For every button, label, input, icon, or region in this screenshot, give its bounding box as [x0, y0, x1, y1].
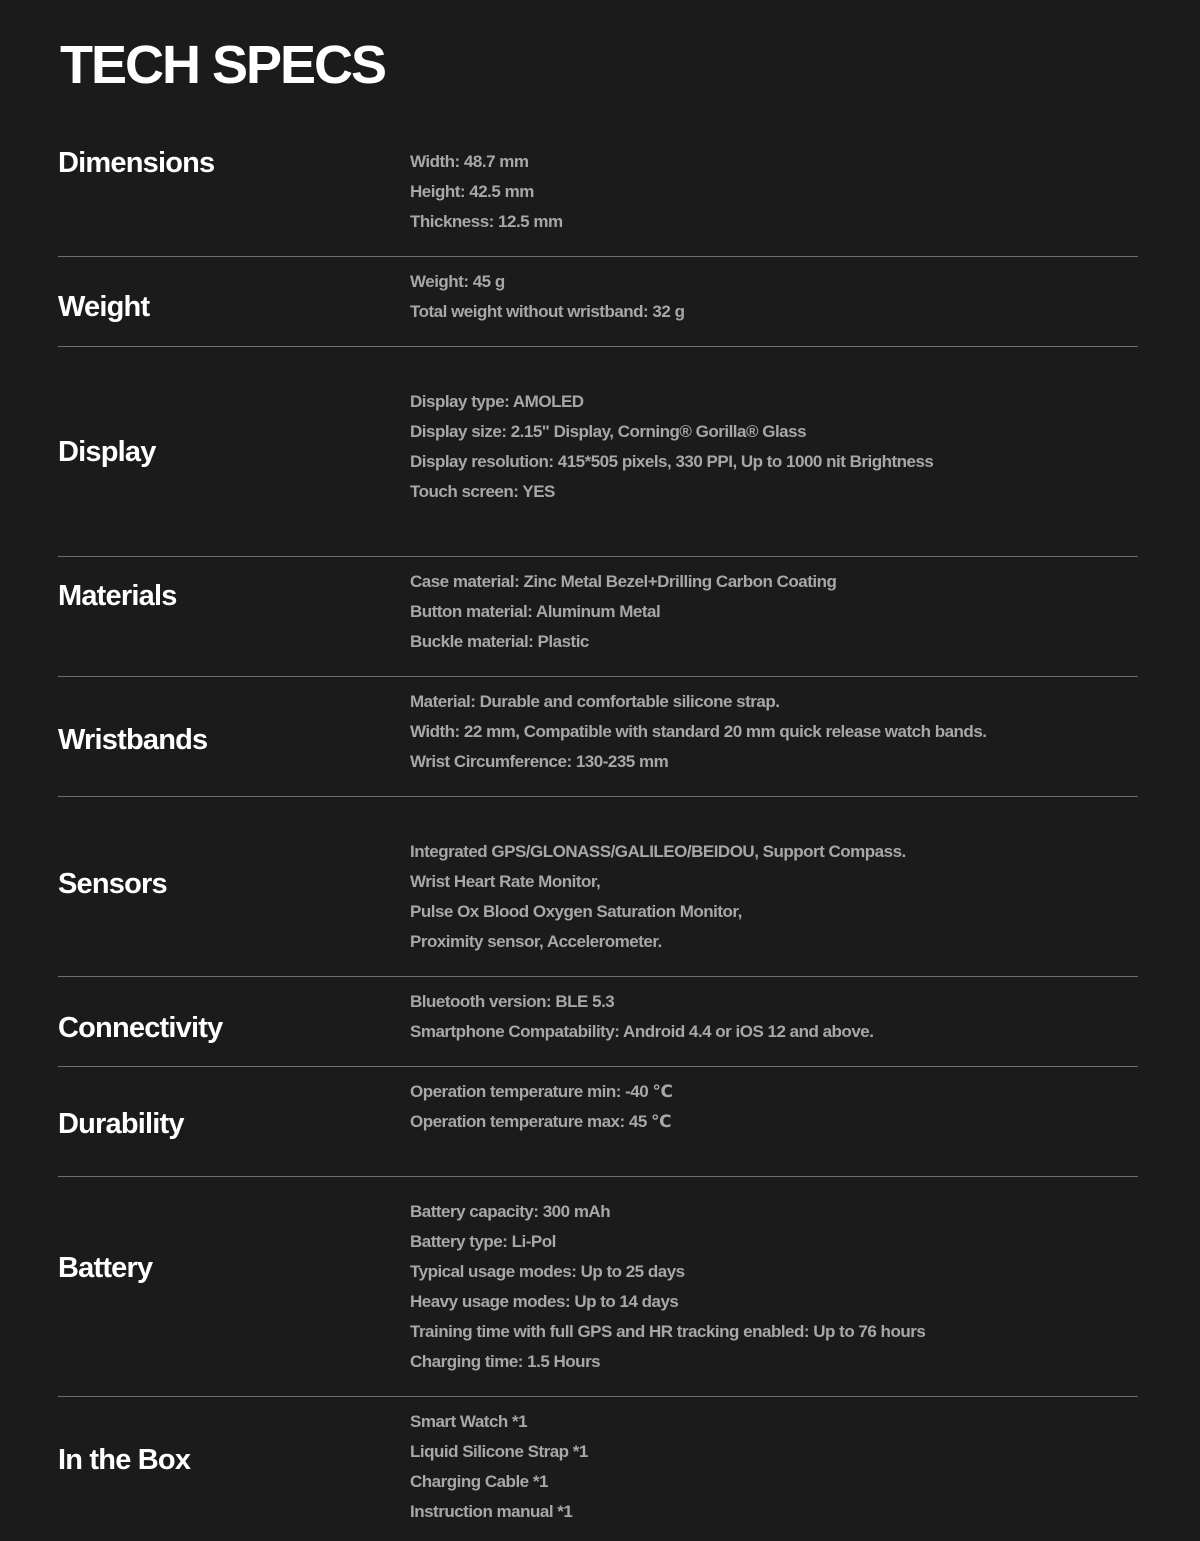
page-title: TECH SPECS — [60, 35, 386, 95]
spec-value: Width: 48.7 mm — [410, 152, 529, 171]
spec-value: Heavy usage modes: Up to 14 days — [410, 1292, 679, 1311]
spec-value: Typical usage modes: Up to 25 days — [410, 1262, 685, 1281]
spec-label-wristbands: Wristbands — [58, 724, 208, 756]
spec-value: Instruction manual *1 — [410, 1502, 573, 1521]
spec-row-durability — [58, 1067, 1138, 1177]
spec-row-in-the-box — [58, 1397, 1138, 1541]
spec-value: Battery capacity: 300 mAh — [410, 1202, 611, 1221]
spec-value: Display type: AMOLED — [410, 392, 584, 411]
spec-value: Material: Durable and comfortable silicone strap. — [410, 692, 780, 711]
spec-value: Display resolution: 415*505 pixels, 330 PPI, Up to 1000 nit Brightness — [410, 452, 934, 471]
spec-label-in-the-box: In the Box — [58, 1444, 191, 1476]
spec-value: Charging time: 1.5 Hours — [410, 1352, 601, 1371]
spec-label-connectivity: Connectivity — [58, 1012, 223, 1044]
spec-value: Button material: Aluminum Metal — [410, 602, 661, 621]
spec-value: Thickness: 12.5 mm — [410, 212, 563, 231]
spec-value: Bluetooth version: BLE 5.3 — [410, 992, 615, 1011]
spec-values-wristbands — [410, 687, 987, 777]
spec-value: Smart Watch *1 — [410, 1412, 528, 1431]
spec-value: Battery type: Li-Pol — [410, 1232, 556, 1251]
spec-values-display — [410, 387, 933, 507]
spec-value: Buckle material: Plastic — [410, 632, 589, 651]
spec-value: Integrated GPS/GLONASS/GALILEO/BEIDOU, Support Compass. — [410, 842, 906, 861]
spec-values-dimensions — [410, 147, 563, 237]
spec-values-weight — [410, 267, 684, 327]
spec-value: Liquid Silicone Strap *1 — [410, 1442, 588, 1461]
spec-values-connectivity — [410, 987, 873, 1047]
spec-values-durability — [410, 1077, 672, 1137]
spec-values-materials — [410, 567, 836, 657]
spec-label-battery: Battery — [58, 1252, 153, 1284]
spec-value: Wrist Circumference: 130-235 mm — [410, 752, 669, 771]
spec-value: Wrist Heart Rate Monitor, — [410, 872, 601, 891]
spec-row-display — [58, 347, 1138, 557]
spec-row-materials — [58, 557, 1138, 677]
spec-value: Pulse Ox Blood Oxygen Saturation Monitor, — [410, 902, 742, 921]
spec-label-sensors: Sensors — [58, 868, 167, 900]
spec-value: Charging Cable *1 — [410, 1472, 548, 1491]
spec-value: Touch screen: YES — [410, 482, 555, 501]
spec-label-dimensions: Dimensions — [58, 147, 215, 179]
spec-label-materials: Materials — [58, 580, 177, 612]
spec-value: Proximity sensor, Accelerometer. — [410, 932, 662, 951]
spec-value: Smartphone Compatability: Android 4.4 or iOS 12 and above. — [410, 1022, 874, 1041]
spec-value: Training time with full GPS and HR tracking enabled: Up to 76 hours — [410, 1322, 926, 1341]
spec-row-wristbands — [58, 677, 1138, 797]
spec-row-sensors — [58, 797, 1138, 977]
spec-value: Total weight without wristband: 32 g — [410, 302, 685, 321]
spec-value: Width: 22 mm, Compatible with standard 20 mm quick release watch bands. — [410, 722, 987, 741]
spec-label-display: Display — [58, 436, 156, 468]
spec-value: Operation temperature max: 45 ℃ — [410, 1112, 672, 1131]
spec-value: Case material: Zinc Metal Bezel+Drilling Carbon Coating — [410, 572, 837, 591]
spec-values-sensors — [410, 837, 906, 957]
spec-value: Operation temperature min: -40 ℃ — [410, 1082, 673, 1101]
spec-row-connectivity — [58, 977, 1138, 1067]
spec-row-dimensions — [58, 134, 1138, 257]
spec-row-battery — [58, 1177, 1138, 1397]
spec-value: Height: 42.5 mm — [410, 182, 534, 201]
spec-label-weight: Weight — [58, 291, 150, 323]
spec-value: Weight: 45 g — [410, 272, 505, 291]
spec-values-battery — [410, 1197, 925, 1377]
spec-row-weight — [58, 257, 1138, 347]
spec-value: Display size: 2.15" Display, Corning® Gorilla® Glass — [410, 422, 807, 441]
spec-label-durability: Durability — [58, 1108, 184, 1140]
spec-values-in-the-box — [410, 1407, 588, 1527]
